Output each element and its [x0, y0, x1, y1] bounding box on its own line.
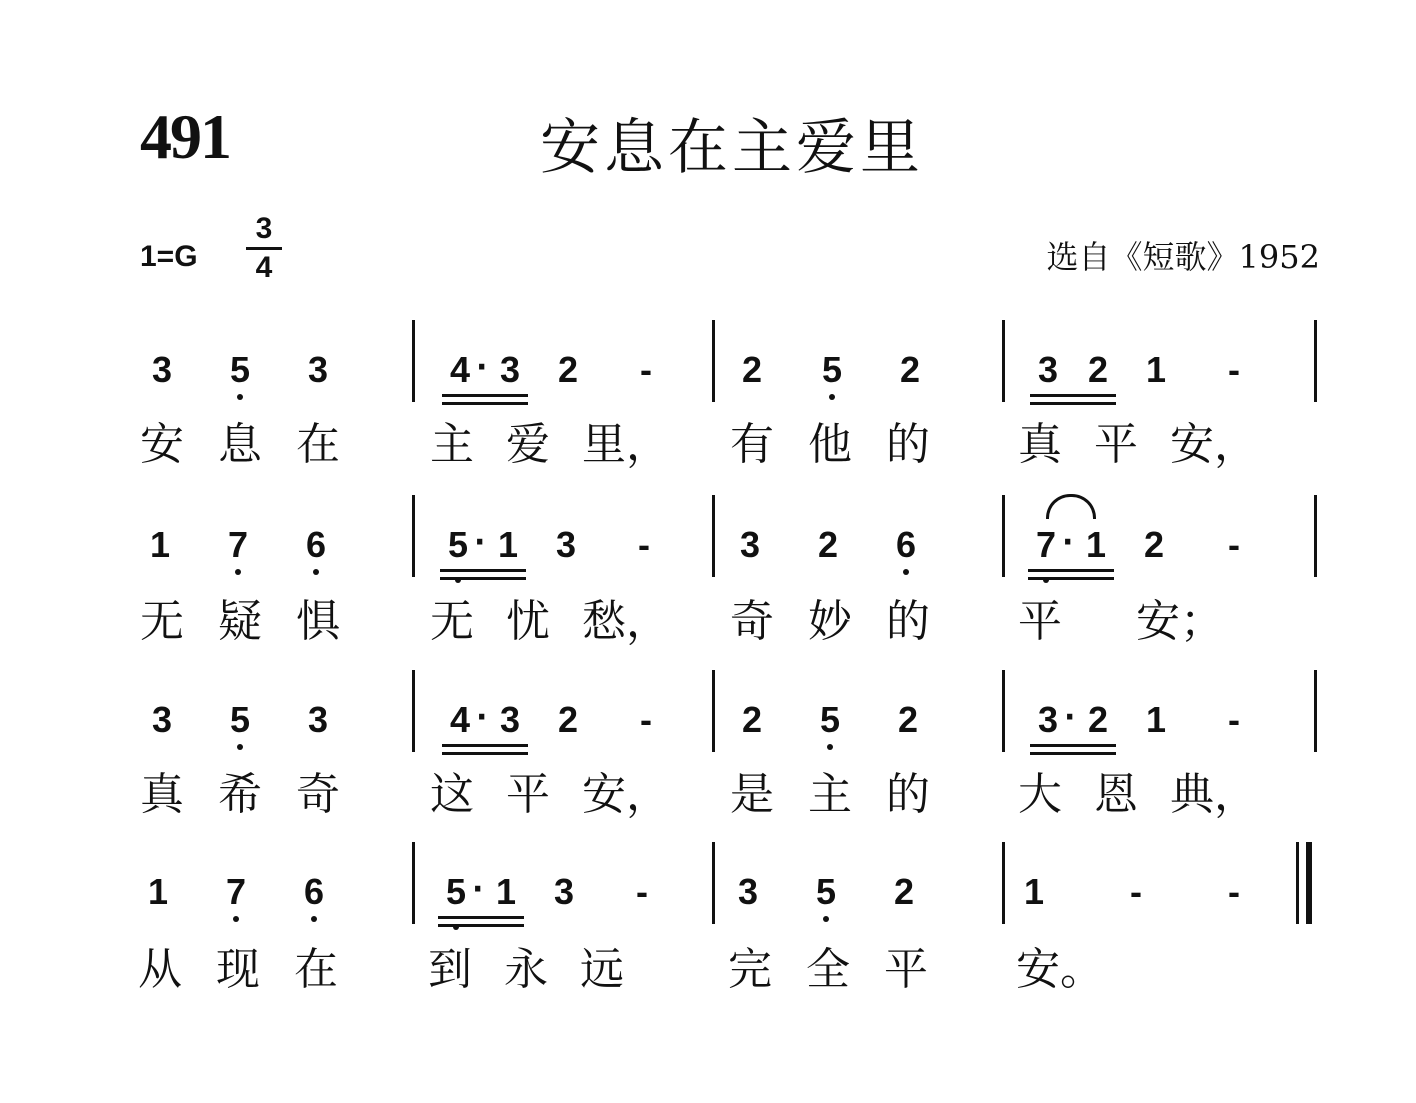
low-octave-dot	[829, 394, 835, 400]
augmentation-dot: ·	[472, 872, 484, 907]
barline	[1314, 320, 1317, 402]
note: 3	[739, 524, 761, 565]
lyric-syllable: 真	[140, 769, 184, 820]
note: 2	[1143, 524, 1165, 565]
low-octave-dot	[827, 744, 833, 750]
note: 3	[1037, 349, 1059, 390]
note: 2	[557, 349, 579, 390]
note: 3	[499, 349, 521, 390]
duration-underline	[442, 744, 528, 747]
slur-arc	[1046, 494, 1096, 519]
lyric-syllable: 平	[884, 944, 928, 995]
augmentation-dot: ·	[476, 700, 488, 735]
barline	[712, 842, 715, 924]
low-octave-dot	[903, 569, 909, 575]
augmentation-dot: ·	[1062, 525, 1074, 560]
meter-numerator: 3	[255, 212, 273, 245]
lyric-syllable: 忧	[506, 596, 550, 647]
note: 3	[553, 871, 575, 912]
note: 1	[495, 871, 517, 912]
lyric-syllable: 主	[430, 419, 474, 470]
note: 2	[741, 349, 763, 390]
low-octave-dot	[233, 916, 239, 922]
lyric-syllable: 安	[140, 419, 184, 470]
barline	[412, 495, 415, 577]
lyric-syllable: 愁，	[582, 596, 670, 647]
lyric-syllable: 主	[808, 769, 852, 820]
lyric-syllable: 永	[504, 944, 548, 995]
lyric-syllable: 现	[216, 944, 260, 995]
lyric-syllable: 大	[1018, 769, 1062, 820]
note: 2	[1087, 699, 1109, 740]
note: 1	[497, 524, 519, 565]
note: 7	[1026, 525, 1066, 565]
duration-underline	[440, 577, 526, 580]
duration-underline	[1030, 394, 1116, 397]
duration-underline	[1030, 752, 1116, 755]
low-octave-dot	[313, 569, 319, 575]
dash-hold: -	[636, 871, 648, 912]
lyric-syllable: 在	[296, 419, 340, 470]
low-octave-dot	[235, 569, 241, 575]
dash-hold: -	[638, 524, 650, 565]
barline	[712, 670, 715, 752]
lyric-syllable: 妙	[808, 596, 852, 647]
lyric-syllable: 的	[886, 769, 930, 820]
dash-hold: -	[1228, 871, 1240, 912]
barline	[1002, 320, 1005, 402]
key-signature: 1=G	[140, 240, 198, 273]
dash-hold: -	[1130, 871, 1142, 912]
time-signature	[246, 212, 282, 285]
note: 2	[817, 524, 839, 565]
note: 5	[812, 350, 852, 390]
lyric-syllable: 奇	[730, 596, 774, 647]
barline	[412, 670, 415, 752]
final-double-barline-thick	[1306, 842, 1312, 924]
low-octave-dot	[237, 744, 243, 750]
barline	[1002, 670, 1005, 752]
lyric-syllable: 惧	[296, 596, 340, 647]
lyric-syllable: 是	[730, 769, 774, 820]
note: 2	[893, 871, 915, 912]
lyric-syllable: 典，	[1170, 769, 1258, 820]
lyric-syllable: 平	[1094, 419, 1138, 470]
duration-underline	[442, 394, 528, 397]
lyric-syllable: 到	[428, 944, 472, 995]
note: 5	[810, 700, 850, 740]
lyric-syllable: 爱	[506, 419, 550, 470]
duration-underline	[438, 924, 524, 927]
lyric-syllable: 平	[1018, 596, 1062, 647]
lyric-syllable: 他	[808, 419, 852, 470]
dash-hold: -	[1228, 524, 1240, 565]
lyric-syllable: 疑	[218, 596, 262, 647]
note: 7	[216, 872, 256, 912]
dash-hold: -	[1228, 699, 1240, 740]
note: 1	[147, 871, 169, 912]
hymn-number: 491	[140, 101, 230, 172]
lyric-syllable: 有	[730, 419, 774, 470]
lyric-syllable: 从	[138, 944, 182, 995]
note: 1	[1145, 699, 1167, 740]
note: 4	[449, 699, 471, 740]
barline	[1002, 495, 1005, 577]
note: 1	[1085, 524, 1107, 565]
note: 2	[899, 349, 921, 390]
note: 3	[307, 699, 329, 740]
note: 2	[897, 699, 919, 740]
note: 3	[151, 699, 173, 740]
lyric-syllable: 息	[218, 419, 262, 470]
lyric-syllable: 平	[506, 769, 550, 820]
note: 2	[741, 699, 763, 740]
low-octave-dot	[237, 394, 243, 400]
lyric-syllable: 远	[580, 944, 624, 995]
duration-underline	[442, 402, 528, 405]
lyric-syllable: 的	[886, 596, 930, 647]
augmentation-dot: ·	[1064, 700, 1076, 735]
note: 4	[449, 349, 471, 390]
note: 3	[737, 871, 759, 912]
note: 3	[499, 699, 521, 740]
note: 3	[555, 524, 577, 565]
note: 2	[1087, 349, 1109, 390]
duration-underline	[442, 752, 528, 755]
barline	[712, 495, 715, 577]
augmentation-dot: ·	[474, 525, 486, 560]
lyric-syllable: 这	[430, 769, 474, 820]
source-credit: 选自《短歌》1952	[1046, 238, 1320, 276]
lyric-syllable: 安，	[582, 769, 670, 820]
note: 3	[151, 349, 173, 390]
hymn-title: 安息在主爱里	[540, 113, 924, 183]
note: 5	[220, 350, 260, 390]
low-octave-dot	[311, 916, 317, 922]
lyric-syllable: 安；	[1136, 596, 1224, 647]
lyric-syllable: 无	[430, 596, 474, 647]
note: 1	[1023, 871, 1045, 912]
duration-underline	[1028, 569, 1114, 572]
note: 6	[294, 872, 334, 912]
note: 5	[436, 872, 476, 912]
lyric-syllable: 奇	[296, 769, 340, 820]
barline	[1314, 495, 1317, 577]
lyric-syllable: 的	[886, 419, 930, 470]
note: 2	[557, 699, 579, 740]
note: 3	[307, 349, 329, 390]
augmentation-dot: ·	[476, 350, 488, 385]
duration-underline	[1028, 577, 1114, 580]
lyric-syllable: 希	[218, 769, 262, 820]
barline	[412, 320, 415, 402]
note: 7	[218, 525, 258, 565]
note: 6	[296, 525, 336, 565]
barline	[412, 842, 415, 924]
lyric-syllable: 完	[728, 944, 772, 995]
note: 1	[1145, 349, 1167, 390]
duration-underline	[440, 569, 526, 572]
barline	[1002, 842, 1005, 924]
lyric-syllable: 在	[294, 944, 338, 995]
meter-denominator: 4	[255, 251, 273, 284]
dash-hold: -	[640, 699, 652, 740]
lyric-syllable: 安，	[1170, 419, 1258, 470]
dash-hold: -	[640, 349, 652, 390]
note: 1	[149, 524, 171, 565]
lyric-syllable: 恩	[1094, 769, 1138, 820]
dash-hold: -	[1228, 349, 1240, 390]
final-double-barline	[1296, 842, 1299, 924]
meter-fraction-bar	[246, 247, 282, 250]
duration-underline	[1030, 744, 1116, 747]
duration-underline	[438, 916, 524, 919]
low-octave-dot	[823, 916, 829, 922]
duration-underline	[1030, 402, 1116, 405]
lyric-syllable: 安。	[1016, 944, 1104, 995]
barline	[712, 320, 715, 402]
lyric-syllable: 全	[806, 944, 850, 995]
lyric-syllable: 里，	[582, 419, 670, 470]
barline	[1314, 670, 1317, 752]
note: 6	[886, 525, 926, 565]
note: 5	[438, 525, 478, 565]
note: 5	[806, 872, 846, 912]
lyric-syllable: 无	[140, 596, 184, 647]
note: 3	[1037, 699, 1059, 740]
lyric-syllable: 真	[1018, 419, 1062, 470]
note: 5	[220, 700, 260, 740]
